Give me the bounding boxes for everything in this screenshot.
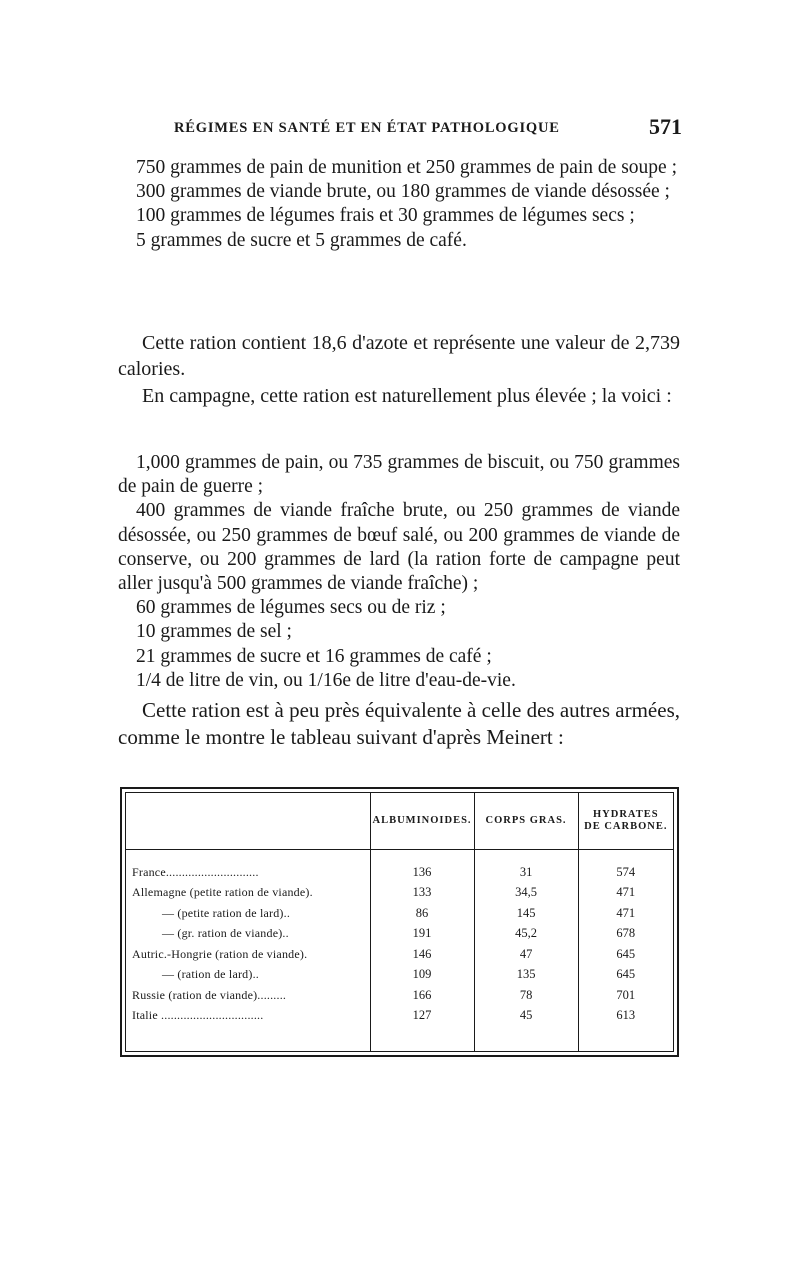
list-item: 21 grammes de sucre et 16 grammes de café ;: [136, 645, 492, 667]
cell-hydrates: 613: [578, 1006, 673, 1027]
row-label: — (gr. ration de viande)..: [162, 926, 289, 941]
table-row: [126, 944, 673, 965]
cell-hydrates: 645: [578, 944, 673, 965]
cell-albuminoides: 133: [370, 883, 474, 904]
cell-corps-gras: 45: [474, 1006, 578, 1027]
cell-corps-gras: 78: [474, 985, 578, 1006]
paragraph-comparison: Cette ration est à peu près équivalente à celle des autres armées, comme le montre le tableau suivant d'après Meinert :: [118, 698, 680, 749]
cell-albuminoides: 127: [370, 1006, 474, 1027]
header-hydrates-line1: HYDRATES: [592, 809, 659, 820]
list-item: 5 grammes de sucre et 5 grammes de café.: [136, 229, 467, 251]
list-item: 300 grammes de viande brute, ou 180 grammes de viande désossée ;: [136, 181, 670, 203]
header-country: [126, 793, 370, 850]
table-row: [126, 924, 673, 945]
cell-albuminoides: 136: [370, 862, 474, 883]
list-item: 1,000 grammes de pain, ou 735 grammes de biscuit, ou 750 grammes de pain de guerre ;: [118, 452, 680, 498]
table-row: [126, 903, 673, 924]
row-label: Russie (ration de viande).........: [132, 987, 287, 1002]
table-row: [126, 862, 673, 883]
list-item: 100 grammes de légumes frais et 30 grammes de légumes secs ;: [136, 205, 635, 227]
cell-corps-gras: 31: [474, 862, 578, 883]
header-albuminoides: ALBUMINOIDES.: [370, 793, 474, 850]
cell-hydrates: 645: [578, 965, 673, 986]
cell-albuminoides: 86: [370, 903, 474, 924]
campaign-ration-list: [118, 451, 680, 693]
cell-albuminoides: 191: [370, 924, 474, 945]
cell-corps-gras: 45,2: [474, 924, 578, 945]
running-title: RÉGIMES EN SANTÉ ET EN ÉTAT PATHOLOGIQUE: [174, 120, 560, 136]
row-label: Italie ................................: [132, 1008, 264, 1023]
cell-corps-gras: 145: [474, 903, 578, 924]
table-header-row: [126, 793, 673, 850]
table-row: [126, 965, 673, 986]
cell-hydrates: 471: [578, 883, 673, 904]
list-item: 10 grammes de sel ;: [136, 621, 292, 643]
list-item: 400 grammes de viande fraîche brute, ou 250 grammes de viande désossée, ou 250 grammes de bœuf salé, ou 200 grammes de viande de conserve, ou 200 grammes de lard (la ration forte de campagne peut aller jusqu'à 500 grammes de viande fraîche) ;: [118, 500, 680, 595]
row-label: France.............................: [132, 864, 259, 879]
table-row: [126, 1006, 673, 1027]
cell-albuminoides: 109: [370, 965, 474, 986]
peace-ration-list: [118, 156, 680, 253]
running-header: [172, 116, 682, 140]
cell-hydrates: 701: [578, 985, 673, 1006]
row-label: Autric.-Hongrie (ration de viande).: [132, 946, 308, 961]
cell-hydrates: 678: [578, 924, 673, 945]
cell-albuminoides: 166: [370, 985, 474, 1006]
list-item: 1/4 de litre de vin, ou 1/16e de litre d'eau-de-vie.: [136, 669, 516, 691]
paragraph-ration-value: Cette ration contient 18,6 d'azote et représente une valeur de 2,739 calories.: [118, 332, 680, 380]
table-inner-frame: [125, 792, 674, 1052]
cell-hydrates: 574: [578, 862, 673, 883]
cell-albuminoides: 146: [370, 944, 474, 965]
table-tail: [126, 1026, 673, 1051]
list-item: 750 grammes de pain de munition et 250 grammes de pain de soupe ;: [136, 157, 678, 178]
cell-corps-gras: 47: [474, 944, 578, 965]
list-item: 60 grammes de légumes secs ou de riz ;: [136, 597, 446, 619]
cell-corps-gras: 34,5: [474, 883, 578, 904]
header-hydrates: [578, 793, 673, 850]
header-hydrates-line2: DE CARBONE.: [584, 821, 668, 832]
army-rations-table: [120, 787, 679, 1057]
table-spacer: [126, 850, 673, 863]
cell-hydrates: 471: [578, 903, 673, 924]
cell-corps-gras: 135: [474, 965, 578, 986]
row-label: — (ration de lard)..: [162, 967, 259, 982]
paragraph-campaign-intro: En campagne, cette ration est naturellement plus élevée ; la voici :: [142, 385, 672, 407]
row-label: Allemagne (petite ration de viande).: [132, 885, 313, 900]
row-label: — (petite ration de lard)..: [162, 905, 291, 920]
header-corps-gras: CORPS GRAS.: [474, 793, 578, 850]
page-number: 571: [649, 114, 682, 139]
rations-grid: [126, 793, 673, 1051]
table-row: [126, 985, 673, 1006]
table-row: [126, 883, 673, 904]
